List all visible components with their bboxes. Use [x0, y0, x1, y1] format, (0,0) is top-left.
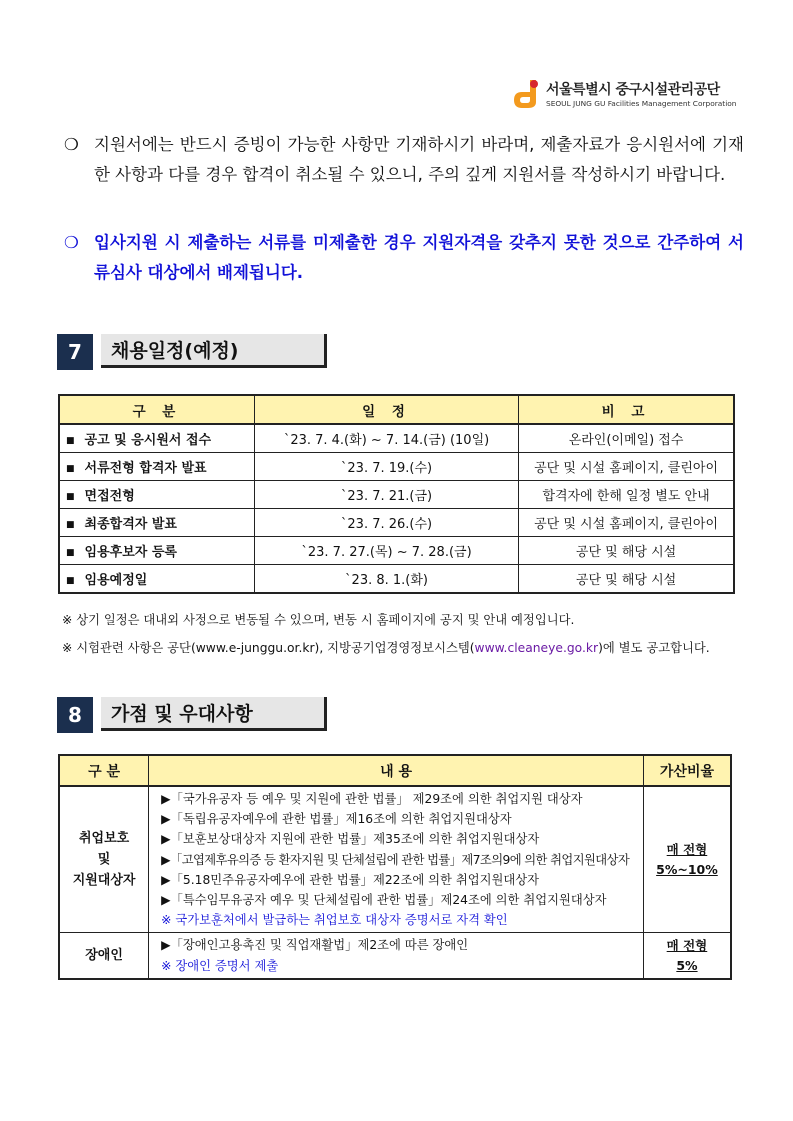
row-note: 공단 및 시설 홈페이지, 클린아이 — [519, 509, 734, 537]
row-date: `23. 7. 21.(금) — [254, 481, 518, 509]
square-bullet-icon: ■ — [66, 520, 75, 530]
employment-category: 취업보호 및 지원대상자 — [59, 786, 149, 933]
header-rate: 가산비율 — [643, 755, 731, 786]
table-row — [59, 565, 734, 594]
list-item: ▶「보훈보상대상자 지원에 관한 법률」제35조에 의한 취업지원대상자 — [161, 832, 540, 847]
square-bullet-icon: ■ — [66, 576, 75, 586]
row-label: ■ 공고 및 응시원서 접수 — [59, 424, 254, 453]
employment-rate: 매 전형 5%~10% — [643, 786, 731, 933]
row-date: `23. 7. 19.(수) — [254, 453, 518, 481]
square-bullet-icon: ■ — [66, 492, 75, 502]
employment-sub-note: ※ 국가보훈처에서 발급하는 취업보호 대상자 증명서로 자격 확인 — [161, 913, 508, 928]
list-item: ▶「장애인고용촉진 및 직업재활법」제2조에 따른 장애인 — [161, 938, 469, 953]
list-item: ▶「고엽제후유의증 등 환자지원 및 단체설립에 관한 법률」제7조의9에 의한 취업지원대상자 — [161, 852, 630, 867]
list-item: ▶「특수임무유공자 예우 및 단체설립에 관한 법률」제24조에 의한 취업지원대상자 — [161, 893, 607, 908]
header-content: 내 용 — [149, 755, 644, 786]
logo-name-en: SEOUL JUNG GU Facilities Management Corporation — [546, 99, 737, 108]
row-date: `23. 8. 1.(화) — [254, 565, 518, 594]
row-note: 공단 및 시설 홈페이지, 클린아이 — [519, 453, 734, 481]
square-bullet-icon: ■ — [66, 464, 75, 474]
table-row — [59, 786, 731, 933]
row-label: ■ 서류전형 합격자 발표 — [59, 453, 254, 481]
section-title: 가점 및 우대사항 — [101, 697, 327, 731]
row-date: `23. 7. 27.(목) ~ 7. 28.(금) — [254, 537, 518, 565]
row-label: ■ 임용예정일 — [59, 565, 254, 594]
header-category: 구 분 — [59, 395, 254, 424]
section-number: 7 — [57, 334, 93, 370]
circle-bullet-icon: ❍ — [64, 233, 79, 252]
schedule-table — [58, 394, 735, 594]
row-note: 공단 및 해당 시설 — [519, 537, 734, 565]
disabled-content — [149, 933, 644, 979]
disabled-sub-note: ※ 장애인 증명서 제출 — [161, 958, 279, 973]
header-category: 구 분 — [59, 755, 149, 786]
table-row — [59, 424, 734, 453]
list-item: ▶「국가유공자 등 예우 및 지원에 관한 법률」 제29조에 의한 취업지원 대상자 — [161, 792, 583, 806]
schedule-note-2: ※ 시험관련 사항은 공단(www.e-junggu.or.kr), 지방공기업경영정보시스템(www.cleaneye.go.kr)에 별도 공고합니다. — [62, 641, 710, 655]
table-row — [59, 537, 734, 565]
row-note: 합격자에 한해 일정 별도 안내 — [519, 481, 734, 509]
header-note: 비 고 — [519, 395, 734, 424]
disabled-category: 장애인 — [59, 933, 149, 979]
notice-bullet-1 — [64, 130, 744, 190]
square-bullet-icon: ■ — [66, 548, 75, 558]
row-note: 공단 및 해당 시설 — [519, 565, 734, 594]
square-bullet-icon: ■ — [66, 436, 75, 446]
row-note: 온라인(이메일) 접수 — [519, 424, 734, 453]
table-header-row — [59, 755, 731, 786]
table-row — [59, 481, 734, 509]
corporation-logo — [510, 78, 740, 114]
table-row — [59, 509, 734, 537]
row-label: ■ 임용후보자 등록 — [59, 537, 254, 565]
header-date: 일 정 — [254, 395, 518, 424]
cleaneye-link[interactable]: www.cleaneye.go.kr — [474, 641, 599, 655]
notice-text-1: 지원서에는 반드시 증빙이 가능한 사항만 기재하시기 바라며, 제출자료가 응시원서에 기재한 사항과 다를 경우 합격이 취소될 수 있으니, 주의 깊게 지원서를 작성하시기 바랍니다. — [94, 135, 744, 184]
employment-content — [149, 786, 644, 933]
circle-bullet-icon: ❍ — [64, 135, 79, 154]
table-row — [59, 453, 734, 481]
row-date: `23. 7. 26.(수) — [254, 509, 518, 537]
row-label: ■ 최종합격자 발표 — [59, 509, 254, 537]
section-number: 8 — [57, 697, 93, 733]
list-item: ▶「5.18민주유공자예우에 관한 법률」제22조에 의한 취업지원대상자 — [161, 872, 539, 887]
table-row — [59, 933, 731, 979]
disabled-rate: 매 전형 5% — [643, 933, 731, 979]
logo-name-ko: 서울특별시 중구시설관리공단 — [546, 82, 720, 98]
notice-bullet-2 — [64, 228, 744, 288]
table-header-row — [59, 395, 734, 424]
logo-mark-icon — [510, 78, 540, 110]
section-title: 채용일정(예정) — [101, 334, 327, 368]
schedule-note-1: ※ 상기 일정은 대내외 사정으로 변동될 수 있으며, 변동 시 홈페이지에 공지 및 안내 예정입니다. — [62, 613, 575, 627]
list-item: ▶「독립유공자예우에 관한 법률」제16조에 의한 취업지원대상자 — [161, 812, 512, 827]
preference-table — [58, 754, 732, 980]
notice-text-2: 입사지원 시 제출하는 서류를 미제출한 경우 지원자격을 갖추지 못한 것으로 간주하여 서류심사 대상에서 배제됩니다. — [94, 233, 744, 282]
row-label: ■ 면접전형 — [59, 481, 254, 509]
row-date: `23. 7. 4.(화) ~ 7. 14.(금) (10일) — [254, 424, 518, 453]
